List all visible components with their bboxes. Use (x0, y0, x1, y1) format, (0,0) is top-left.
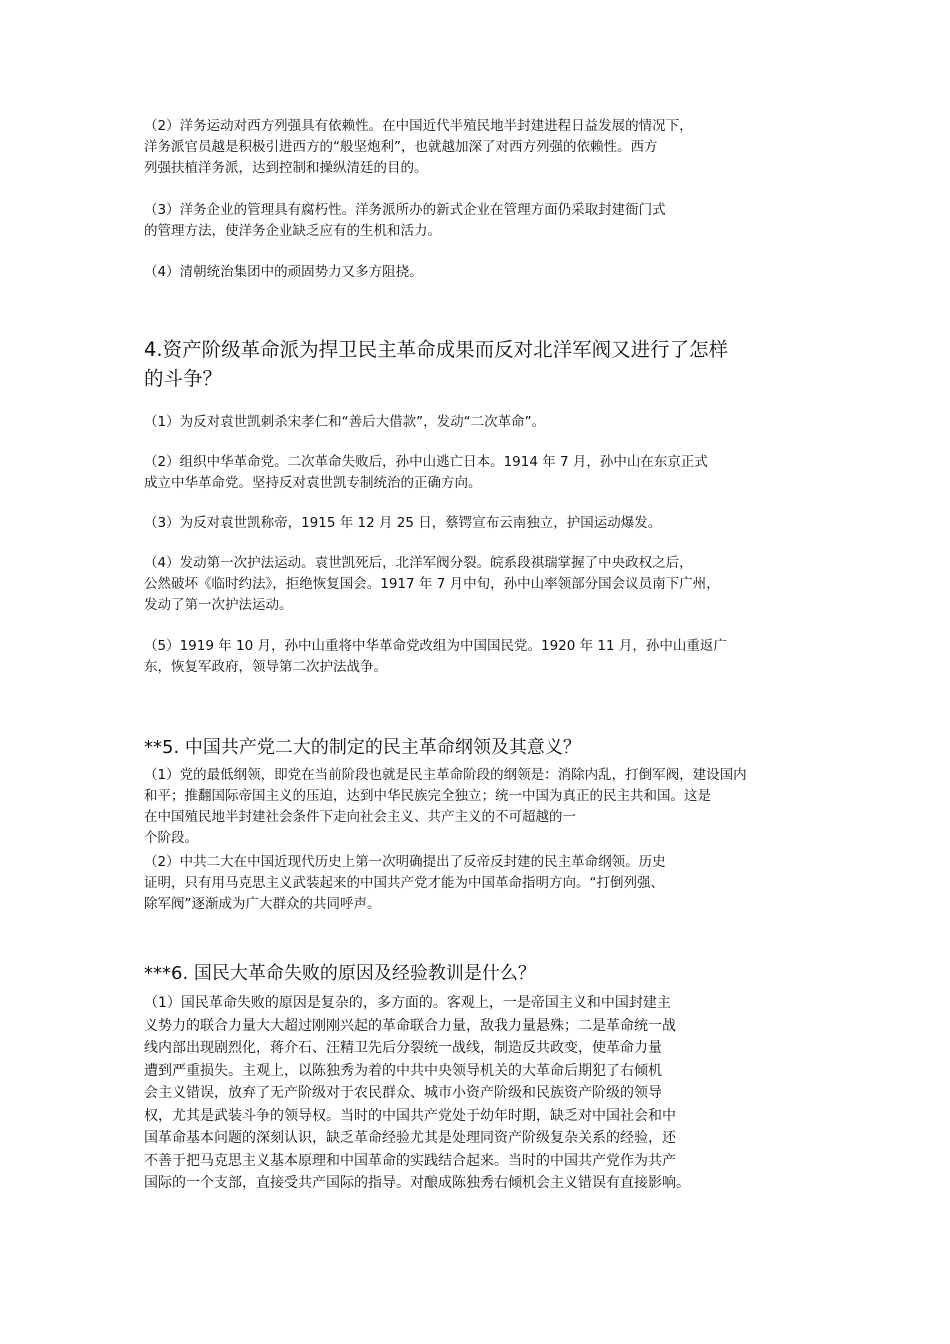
paragraph-5-1 (144, 765, 808, 849)
paragraph-3-4 (144, 262, 808, 283)
text-line: （2）组织中华革命党。二次革命失败后，孙中山逃亡日本。1914 年 7 月，孙中山在东京正式 (144, 454, 708, 470)
text-line: 在中国殖民地半封建社会条件下走向社会主义、共产主义的不可超越的一 (144, 809, 576, 825)
text-line: 的管理方法，使洋务企业缺乏应有的生机和活力。 (144, 223, 441, 239)
text-line: （1）党的最低纲领，即党在当前阶段也就是民主革命阶段的纲领是：消除内乱，打倒军阀，建设国内 (144, 767, 747, 783)
text-line: （2）中共二大在中国近现代历史上第一次明确提出了反帝反封建的民主革命纲领。历史 (144, 854, 666, 870)
paragraph-3-2 (144, 116, 808, 179)
text-line: 会主义错误，放弃了无产阶级对于农民群众、城市小资产阶级和民族资产阶级的领导 (144, 1085, 662, 1101)
text-line: 权，尤其是武装斗争的领导权。当时的中国共产党处于幼年时期，缺乏对中国社会和中 (144, 1107, 676, 1124)
paragraph-4-2 (144, 452, 808, 494)
paragraph-6-1 (144, 992, 808, 1195)
section-6-heading (144, 960, 808, 988)
text-line: （3）为反对袁世凯称帝，1915 年 12 月 25 日，蔡锷宣布云南独立，护国运动爆发。 (144, 515, 662, 531)
text-line: 个阶段。 (144, 830, 198, 846)
text-line: （1）为反对袁世凯刺杀宋孝仁和“善后大借款”，发动“二次革命”。 (144, 414, 546, 430)
text-line: 不善于把马克思主义基本原理和中国革命的实践结合起来。当时的中国共产党作为共产 (144, 1152, 676, 1169)
section-4-heading (144, 335, 808, 393)
heading-line: **5. 中国共产党二大的制定的民主革命纲领及其意义？ (144, 737, 581, 758)
text-line: 和平；推翻国际帝国主义的压迫，达到中华民族完全独立；统一中国为真正的民主共和国。这是 (144, 788, 711, 804)
paragraph-5-2 (144, 852, 808, 915)
section-5-heading (144, 734, 808, 762)
text-line: （3）洋务企业的管理具有腐朽性。洋务派所办的新式企业在管理方面仍采取封建衙门式 (144, 202, 666, 218)
text-line: 发动了第一次护法运动。 (144, 597, 293, 613)
text-line: 公然破坏《临时约法》，拒绝恢复国会。1917 年 7 月中旬，孙中山率领部分国会议员南下广州， (144, 576, 720, 592)
text-line: 国际的一个支部，直接受共产国际的指导。对酿成陈独秀右倾机会主义错误有直接影响。 (144, 1175, 690, 1191)
text-line: 洋务派官员越是积极引进西方的“般坚炮利”，也就越加深了对西方列强的依赖性。西方 (144, 139, 658, 155)
text-line: 除军阀”逐渐成为广大群众的共同呼声。 (144, 896, 381, 912)
text-line: （4）发动第一次护法运动。袁世凯死后，北洋军阀分裂。皖系段祺瑞掌握了中央政权之后， (144, 555, 693, 571)
text-line: （4）清朝统治集团中的顽固势力又多方阻挠。 (144, 264, 423, 280)
heading-line: 的斗争？ (144, 367, 223, 390)
paragraph-4-4 (144, 553, 808, 616)
text-line: 成立中华革命党。坚持反对袁世凯专制统治的正确方向。 (144, 475, 482, 491)
text-line: （2）洋务运动对西方列强具有依赖性。在中国近代半殖民地半封建进程日益发展的情况下， (144, 118, 693, 134)
text-line: 列强扶植洋务派，达到控制和操纵清廷的目的。 (144, 160, 428, 176)
heading-line: 4.资产阶级革命派为捍卫民主革命成果而反对北洋军阀又进行了怎样 (144, 338, 729, 361)
heading-line: ***6. 国民大革命失败的原因及经验教训是什么？ (144, 963, 536, 984)
text-line: 国革命基本问题的深刻认识，缺乏革命经验尤其是处理同资产阶级复杂关系的经验，还 (144, 1130, 676, 1146)
text-line: 证明，只有用马克思主义武装起来的中国共产党才能为中国革命指明方向。“打倒列强、 (144, 875, 664, 891)
text-line: 东，恢复军政府，领导第二次护法战争。 (144, 659, 387, 675)
text-line: （1）国民革命失败的原因是复杂的，多方面的。客观上，一是帝国主义和中国封建主 (144, 995, 671, 1011)
text-line: 义势力的联合力量大大超过刚刚兴起的革命联合力量，敌我力量悬殊；二是革命统一战 (144, 1017, 676, 1034)
text-line: 线内部出现剧烈化，蒋介石、汪精卫先后分裂统一战线，制造反共政变，使革命力量 (144, 1040, 662, 1056)
paragraph-3-3 (144, 200, 808, 242)
paragraph-4-1 (144, 412, 808, 433)
paragraph-4-3 (144, 513, 808, 534)
text-line: （5）1919 年 10 月，孙中山重将中华革命党改组为中国国民党。1920 年 11 月，孙中山重返广 (144, 638, 727, 654)
text-line: 遭到严重损失。主观上，以陈独秀为着的中共中央领导机关的大革命后期犯了右倾机 (144, 1062, 662, 1079)
paragraph-4-5 (144, 636, 808, 678)
